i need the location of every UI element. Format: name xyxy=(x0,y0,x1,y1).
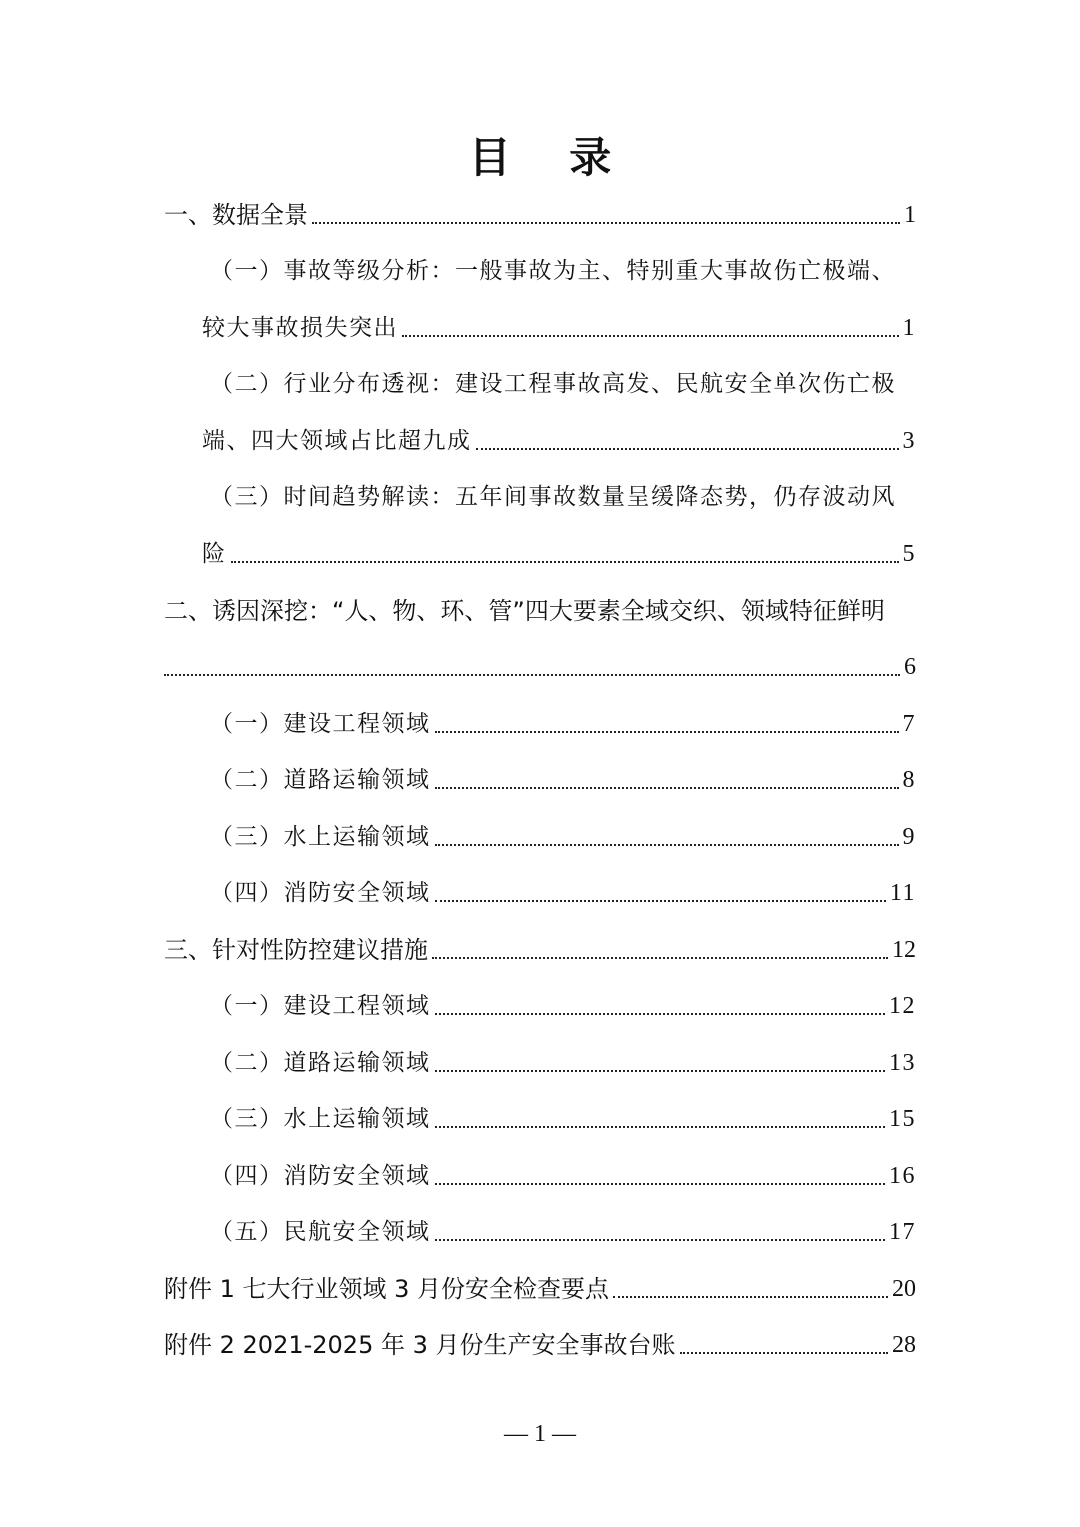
toc-page-number: 5 xyxy=(902,541,916,567)
toc-entry-text: 二、诱因深挖：“人、物、环、管”四大要素全域交织、领域特征鲜明 xyxy=(164,597,885,625)
toc-entry-text: （二）道路运输领域 xyxy=(210,1050,431,1076)
toc-page-number: 1 xyxy=(904,202,916,228)
dot-leader xyxy=(435,1013,886,1015)
toc-entry-text: （一）建设工程领域 xyxy=(210,711,431,737)
dot-leader xyxy=(231,561,899,563)
toc-page-number: 12 xyxy=(892,937,916,963)
toc-page-number: 20 xyxy=(892,1276,916,1302)
dot-leader xyxy=(435,900,886,902)
toc-entry-text: （五）民航安全领域 xyxy=(210,1219,431,1245)
toc-entry xyxy=(202,421,916,461)
page-footer-number: — 1 — xyxy=(504,1421,576,1447)
toc-page-number: 15 xyxy=(889,1106,916,1132)
toc-entry xyxy=(210,704,916,744)
toc-entry-text: （一）建设工程领域 xyxy=(210,993,431,1019)
dot-leader xyxy=(476,448,899,450)
toc-page-number: 11 xyxy=(889,880,916,906)
toc-page-number: 16 xyxy=(889,1163,916,1189)
toc-entry-text: （一）事故等级分析：一般事故为主、特别重大事故伤亡极端、 xyxy=(210,258,896,284)
toc-page-number: 9 xyxy=(902,824,916,850)
toc-entry-text: （四）消防安全领域 xyxy=(210,1163,431,1189)
dot-leader xyxy=(435,844,899,846)
dot-leader xyxy=(435,787,899,789)
toc-page-number: 3 xyxy=(902,428,916,454)
dot-leader xyxy=(432,957,888,959)
toc-entry-wrap-line xyxy=(210,251,916,291)
toc-entry xyxy=(210,1156,916,1196)
toc-entry-wrap-line xyxy=(164,591,916,631)
toc-entry xyxy=(164,195,916,235)
toc-entry-wrap-line xyxy=(210,364,916,404)
dot-leader xyxy=(435,1183,886,1185)
toc-page-number: 7 xyxy=(902,711,916,737)
dot-leader xyxy=(312,222,900,224)
toc-entry-text: （三）水上运输领域 xyxy=(210,1106,431,1132)
toc-entry xyxy=(210,760,916,800)
toc-entry-appendix xyxy=(164,1325,916,1365)
toc-entry-text: 附件 1 七大行业领域 3 月份安全检查要点 xyxy=(164,1275,610,1303)
toc-entry xyxy=(210,817,916,857)
toc-page-number: 8 xyxy=(902,767,916,793)
toc-entry-appendix xyxy=(164,1269,916,1309)
toc-entry xyxy=(210,1099,916,1139)
toc-page-number: 28 xyxy=(892,1332,916,1358)
dot-leader xyxy=(435,731,899,733)
toc-entry xyxy=(210,873,916,913)
toc-entry-text: （二）行业分布透视：建设工程事故高发、民航安全单次伤亡极 xyxy=(210,371,896,397)
dot-leader xyxy=(680,1352,889,1354)
toc-entry xyxy=(164,930,916,970)
dot-leader xyxy=(402,335,899,337)
toc-page-number: 12 xyxy=(889,993,916,1019)
dot-leader xyxy=(613,1296,888,1298)
toc-entry-text: （四）消防安全领域 xyxy=(210,880,431,906)
toc-entry-text: （三）时间趋势解读：五年间事故数量呈缓降态势，仍存波动风 xyxy=(210,484,896,510)
dot-leader xyxy=(435,1126,886,1128)
toc-entry-text: 较大事故损失突出 xyxy=(202,315,398,341)
toc-entry-text: 险 xyxy=(202,541,227,567)
toc-page-number: 1 xyxy=(902,315,916,341)
toc-entry xyxy=(210,986,916,1026)
dot-leader xyxy=(164,674,900,676)
toc-page-number: 17 xyxy=(889,1219,916,1245)
toc-entry xyxy=(210,1212,916,1252)
toc-entry-text: 三、针对性防控建议措施 xyxy=(164,936,428,964)
page-title: 目 录 xyxy=(468,133,634,182)
toc-entry-text: 附件 2 2021-2025 年 3 月份生产安全事故台账 xyxy=(164,1331,676,1359)
toc-entry-wrap-line xyxy=(210,477,916,517)
toc-entry xyxy=(164,647,916,687)
toc-entry-text: 端、四大领域占比超九成 xyxy=(202,428,472,454)
toc-entry-text: 一、数据全景 xyxy=(164,201,308,229)
toc-page-number: 6 xyxy=(904,654,916,680)
toc-page-number: 13 xyxy=(889,1050,916,1076)
toc-entry-text: （三）水上运输领域 xyxy=(210,824,431,850)
toc-entry xyxy=(210,1043,916,1083)
dot-leader xyxy=(435,1239,886,1241)
toc-entry xyxy=(202,308,916,348)
toc-entry xyxy=(202,534,916,574)
dot-leader xyxy=(435,1070,886,1072)
toc-entry-text: （二）道路运输领域 xyxy=(210,767,431,793)
